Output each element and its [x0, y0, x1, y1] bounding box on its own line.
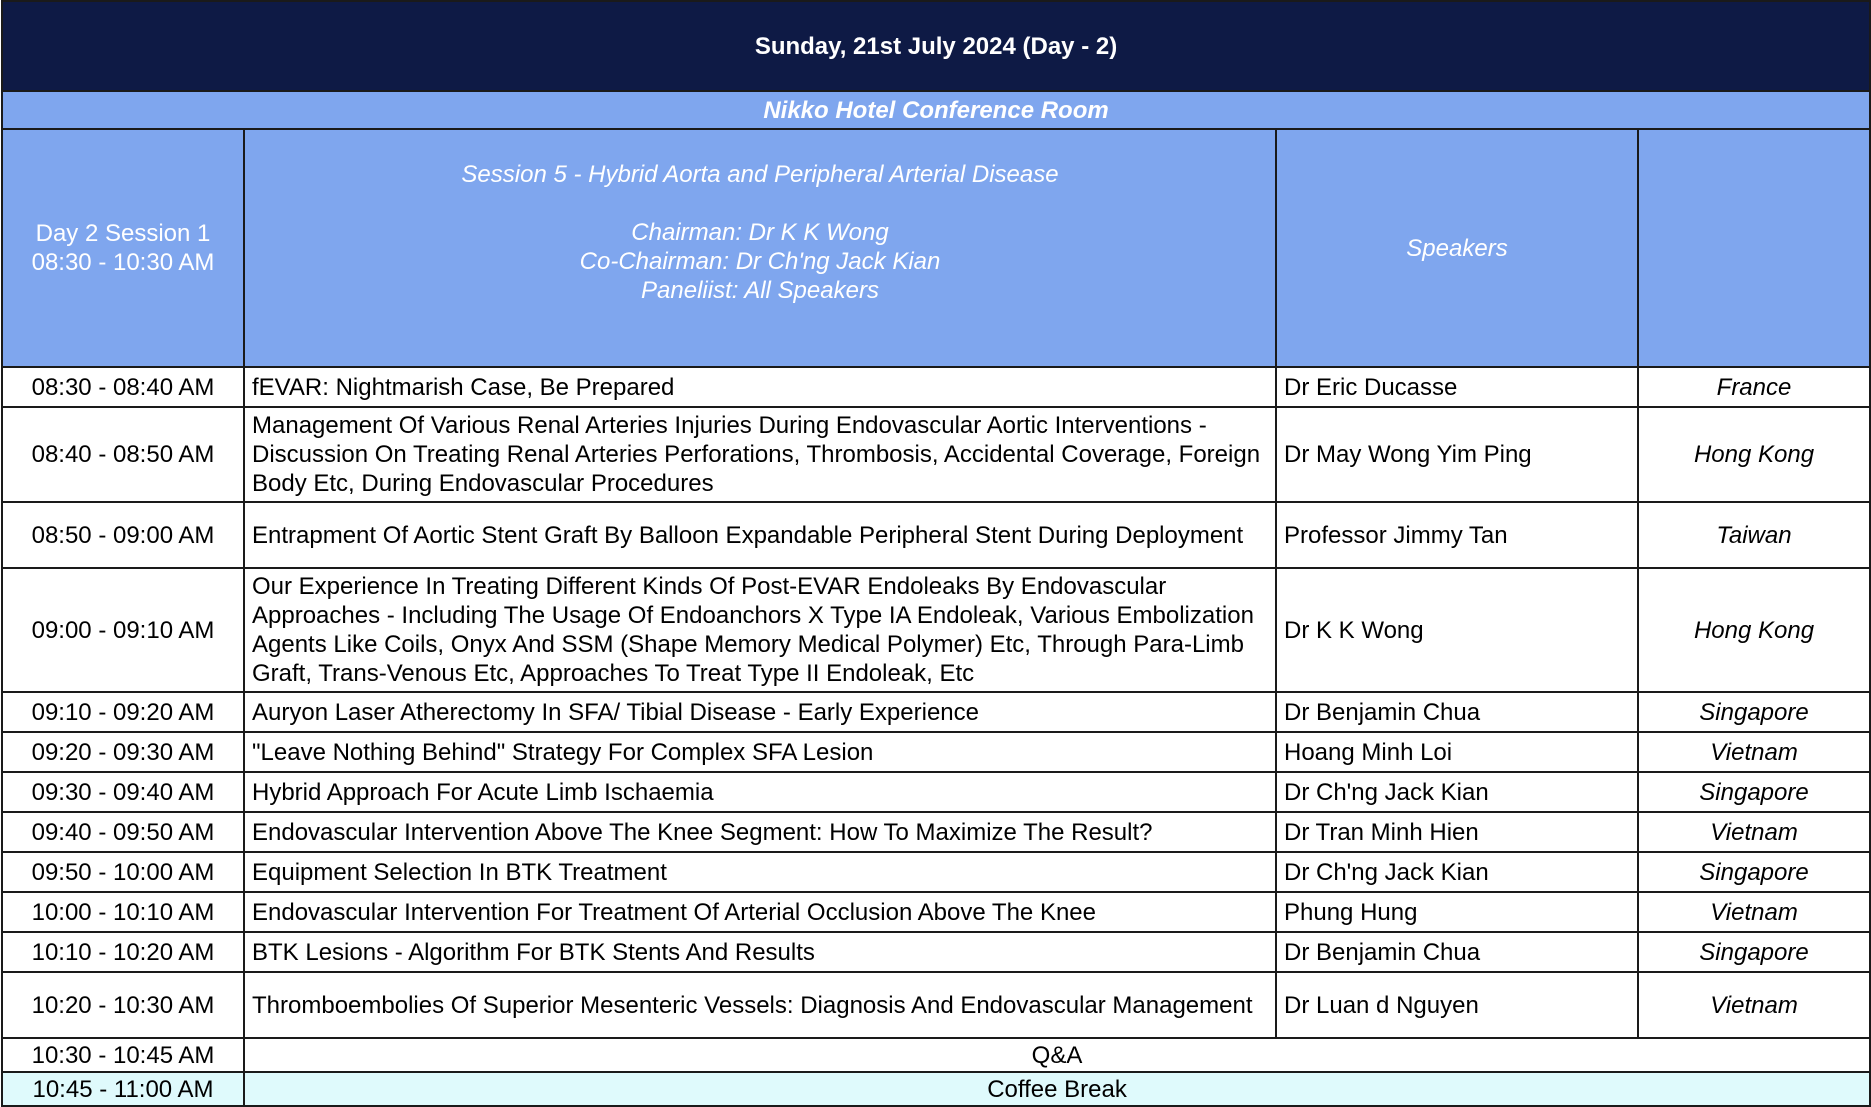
- session-header-row: [2, 129, 1870, 367]
- speaker-cell: Dr May Wong Yim Ping: [1276, 407, 1638, 502]
- session-co-chairman: Co-Chairman: Dr Ch'ng Jack Kian: [579, 248, 941, 275]
- time-cell: 09:10 - 09:20 AM: [2, 692, 244, 732]
- topic-cell: Endovascular Intervention For Treatment Of Arterial Occlusion Above The Knee: [244, 892, 1276, 932]
- day-header-row: [2, 1, 1870, 91]
- country-cell: Hong Kong: [1638, 568, 1870, 692]
- time-cell: 10:00 - 10:10 AM: [2, 892, 244, 932]
- time-cell: 09:20 - 09:30 AM: [2, 732, 244, 772]
- table-row: [2, 502, 1870, 568]
- topic-cell: BTK Lesions - Algorithm For BTK Stents And Results: [244, 932, 1276, 972]
- time-cell: 08:30 - 08:40 AM: [2, 367, 244, 407]
- table-row: [2, 932, 1870, 972]
- topic-cell: Equipment Selection In BTK Treatment: [244, 852, 1276, 892]
- speaker-cell: Phung Hung: [1276, 892, 1638, 932]
- session-label-line2: 08:30 - 10:30 AM: [31, 249, 215, 276]
- time-cell: 09:50 - 10:00 AM: [2, 852, 244, 892]
- day-title: Sunday, 21st July 2024 (Day - 2): [2, 1, 1870, 91]
- coffee-break-row: [2, 1072, 1870, 1106]
- session-panelist: Paneliist: All Speakers: [641, 277, 879, 304]
- session-title: Session 5 - Hybrid Aorta and Peripheral Arterial Disease: [461, 161, 1059, 188]
- topic-cell: Auryon Laser Atherectomy In SFA/ Tibial Disease - Early Experience: [244, 692, 1276, 732]
- venue-title: Nikko Hotel Conference Room: [2, 91, 1870, 129]
- table-row: [2, 892, 1870, 932]
- speaker-cell: Dr Tran Minh Hien: [1276, 812, 1638, 852]
- topic-cell: Endovascular Intervention Above The Knee Segment: How To Maximize The Result?: [244, 812, 1276, 852]
- qa-label: Q&A: [244, 1038, 1870, 1072]
- time-cell: 08:50 - 09:00 AM: [2, 502, 244, 568]
- table-row: [2, 812, 1870, 852]
- speakers-heading: Speakers: [1276, 129, 1638, 367]
- speaker-cell: Dr Benjamin Chua: [1276, 932, 1638, 972]
- time-cell: 09:40 - 09:50 AM: [2, 812, 244, 852]
- country-cell: Singapore: [1638, 932, 1870, 972]
- table-row: [2, 568, 1870, 692]
- time-cell: 10:20 - 10:30 AM: [2, 972, 244, 1038]
- coffee-break-label: Coffee Break: [244, 1072, 1870, 1106]
- country-cell: Hong Kong: [1638, 407, 1870, 502]
- speaker-cell: Dr K K Wong: [1276, 568, 1638, 692]
- country-cell: Singapore: [1638, 852, 1870, 892]
- country-cell: Vietnam: [1638, 812, 1870, 852]
- agenda-rows: [2, 367, 1870, 1038]
- time-cell: 08:40 - 08:50 AM: [2, 407, 244, 502]
- speaker-cell: Hoang Minh Loi: [1276, 732, 1638, 772]
- country-cell: Singapore: [1638, 772, 1870, 812]
- topic-cell: Entrapment Of Aortic Stent Graft By Balloon Expandable Peripheral Stent During Deployment: [244, 502, 1276, 568]
- venue-row: [2, 91, 1870, 129]
- speaker-cell: Dr Ch'ng Jack Kian: [1276, 772, 1638, 812]
- country-cell: Vietnam: [1638, 732, 1870, 772]
- speaker-cell: Dr Benjamin Chua: [1276, 692, 1638, 732]
- coffee-break-time: 10:45 - 11:00 AM: [2, 1072, 244, 1106]
- table-row: [2, 367, 1870, 407]
- session-label: [2, 129, 244, 367]
- session-info: [244, 129, 1276, 367]
- speaker-cell: Dr Eric Ducasse: [1276, 367, 1638, 407]
- time-cell: 09:00 - 09:10 AM: [2, 568, 244, 692]
- table-row: [2, 972, 1870, 1038]
- topic-cell: Hybrid Approach For Acute Limb Ischaemia: [244, 772, 1276, 812]
- table-row: [2, 732, 1870, 772]
- topic-cell: Our Experience In Treating Different Kinds Of Post-EVAR Endoleaks By Endovascular Approaches - Including The Usage Of Endoanchors X Type IA Endoleak, Various Embolization Agents Like Coils, Onyx And SSM (Shape Memory Medical Polymer) Etc, Through Para-Limb Graft, Trans-Venous Etc, Approaches To Treat Type II Endoleak, Etc: [244, 568, 1276, 692]
- speaker-cell: Dr Luan d Nguyen: [1276, 972, 1638, 1038]
- speaker-cell: Dr Ch'ng Jack Kian: [1276, 852, 1638, 892]
- agenda-table: [1, 0, 1871, 1107]
- session-label-line1: Day 2 Session 1: [35, 220, 211, 247]
- country-heading: [1638, 129, 1870, 367]
- table-row: [2, 692, 1870, 732]
- table-row: [2, 852, 1870, 892]
- table-row: [2, 772, 1870, 812]
- time-cell: 09:30 - 09:40 AM: [2, 772, 244, 812]
- session-chairman: Chairman: Dr K K Wong: [631, 219, 889, 246]
- qa-time: 10:30 - 10:45 AM: [2, 1038, 244, 1072]
- topic-cell: Management Of Various Renal Arteries Injuries During Endovascular Aortic Interventions - Discussion On Treating Renal Arteries Perforations, Thrombosis, Accidental Coverage, Foreign Body Etc, During Endovascular Procedures: [244, 407, 1276, 502]
- qa-row: [2, 1038, 1870, 1072]
- time-cell: 10:10 - 10:20 AM: [2, 932, 244, 972]
- country-cell: Vietnam: [1638, 972, 1870, 1038]
- topic-cell: fEVAR: Nightmarish Case, Be Prepared: [244, 367, 1276, 407]
- topic-cell: Thromboembolies Of Superior Mesenteric Vessels: Diagnosis And Endovascular Management: [244, 972, 1276, 1038]
- speaker-cell: Professor Jimmy Tan: [1276, 502, 1638, 568]
- table-row: [2, 407, 1870, 502]
- topic-cell: "Leave Nothing Behind" Strategy For Complex SFA Lesion: [244, 732, 1276, 772]
- country-cell: Taiwan: [1638, 502, 1870, 568]
- country-cell: Vietnam: [1638, 892, 1870, 932]
- country-cell: Singapore: [1638, 692, 1870, 732]
- country-cell: France: [1638, 367, 1870, 407]
